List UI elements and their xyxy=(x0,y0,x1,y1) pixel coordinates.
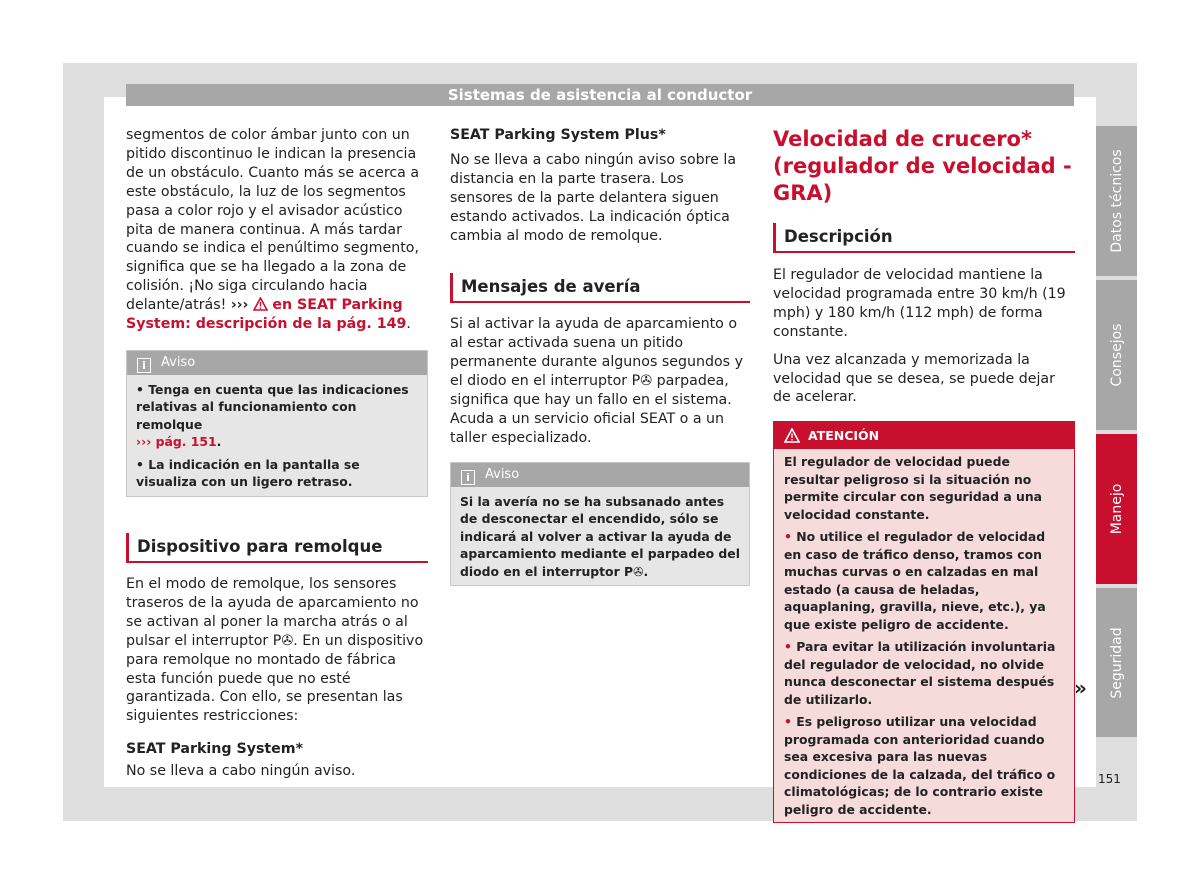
info-icon: i xyxy=(137,358,151,373)
warning-item xyxy=(784,713,1065,818)
column-left xyxy=(126,126,428,781)
warning-title: ATENCIÓN xyxy=(808,428,880,444)
paragraph-intro xyxy=(126,126,428,334)
ref-arrows: ››› xyxy=(230,297,249,314)
tab-datos-tecnicos[interactable] xyxy=(1096,126,1137,276)
page-reference-link[interactable]: ››› pág. 151 xyxy=(136,434,217,450)
warning-body xyxy=(774,449,1074,822)
paragraph-intro-end: . xyxy=(406,316,411,333)
warning-item xyxy=(784,638,1065,708)
cross-reference-link[interactable]: en SEAT Parking System: descripción de la pág. 149 xyxy=(126,297,407,333)
paragraph-parking-system: No se lleva a cabo ningún aviso. xyxy=(126,763,356,780)
chapter-section-title: Velocidad de crucero* (regulador de velocidad - GRA) xyxy=(773,127,1072,205)
chapter-header: Sistemas de asistencia al conductor xyxy=(126,84,1074,106)
tab-label: Consejos xyxy=(1108,323,1125,387)
continue-mark: » xyxy=(1074,676,1087,700)
column-middle xyxy=(450,126,750,586)
tab-label: Seguridad xyxy=(1108,626,1125,699)
note-header xyxy=(127,351,427,375)
bullet-icon: • xyxy=(784,639,792,655)
tab-label: Manejo xyxy=(1108,483,1125,535)
note-header xyxy=(451,463,749,487)
paragraph-description-1: El regulador de velocidad mantiene la velocidad programada entre 30 km/h (19 mph) y 180 km/h (112 mph) de forma constante. xyxy=(773,267,1066,340)
paragraph-intro-text: segmentos de color ámbar junto con un pitido discontinuo le indican la presencia de un obstáculo. Cuanto más se acerca a este obstáculo, la luz de los segmentos pasa a color rojo y el avisador acústico pita de manera continua. A más tardar cuando se indica el penúltimo segmento, significa que se ha llegado a la zona de colisión. ¡No siga circulando hacia delante/atrás! xyxy=(126,127,420,314)
warning-triangle-icon xyxy=(784,428,800,443)
note-box-aviso xyxy=(126,350,428,497)
tab-consejos[interactable] xyxy=(1096,280,1137,430)
tab-label: Datos técnicos xyxy=(1108,149,1125,253)
tab-manejo[interactable] xyxy=(1096,434,1137,584)
note-item-end: . xyxy=(216,434,222,450)
note-body: Si la avería no se ha subsanado antes de desconectar el encendido, sólo se indicará al volver a activar la ayuda de aparcamiento mediante el parpadeo del diodo en el interruptor P✇. xyxy=(460,493,740,579)
note-item-text: • Tenga en cuenta que las indicaciones relativas al funcionamiento con remolque xyxy=(136,381,409,432)
subheading-parking-system-plus: SEAT Parking System Plus* xyxy=(450,127,666,143)
note-title: Aviso xyxy=(161,354,196,370)
tab-seguridad[interactable] xyxy=(1096,588,1137,737)
note-title: Aviso xyxy=(485,466,520,482)
warning-triangle-icon xyxy=(253,297,268,311)
paragraph-averia: Si al activar la ayuda de aparcamiento o al estar activada suena un pitido permanente durante algunos segundos y el diodo en el interruptor P✇ parpadea, significa que hay un fallo en el sistema. Acuda a un servicio oficial SEAT o a un taller especializado. xyxy=(450,316,743,446)
paragraph-parking-system-plus: No se lleva a cabo ningún aviso sobre la distancia en la parte trasera. Los sensores de la parte delantera siguen estando activados. La indicación óptica cambia al modo de remolque. xyxy=(450,151,737,244)
warning-intro: El regulador de velocidad puede resultar peligroso si la situación no permite circular con seguridad a una velocidad constante. xyxy=(784,454,1042,522)
subheading-parking-system: SEAT Parking System* xyxy=(126,741,304,758)
section-heading-remolque: Dispositivo para remolque xyxy=(126,533,428,563)
paragraph-remolque: En el modo de remolque, los sensores traseros de la ayuda de aparcamiento no se activan al poner la marcha atrás o al pulsar el interruptor P✇. En un dispositivo para remolque no montado de fábrica esta función puede que no esté garantizada. Con ello, se presentan las siguientes restricciones: xyxy=(126,575,424,725)
warning-item xyxy=(784,528,1065,633)
warning-item-text: Es peligroso utilizar una velocidad programada con anterioridad cuando sea excesiva para las nuevas condiciones de la calzada, del tráfico o climatológicas; de lo contrario existe peligro de accidente. xyxy=(784,714,1056,817)
warning-header xyxy=(774,422,1074,449)
page-number: 151 xyxy=(1098,772,1121,786)
warning-box xyxy=(773,421,1075,823)
note-item xyxy=(136,381,418,451)
note-item: • La indicación en la pantalla se visualiza con un ligero retraso. xyxy=(136,456,360,490)
warning-item-text: No utilice el regulador de velocidad en caso de tráfico denso, tramos con muchas curvas o en calzadas en mal estado (a causa de heladas, aquaplaning, gravilla, nieve, etc.), ya que existe peligro de accidente. xyxy=(784,529,1046,632)
note-body xyxy=(127,375,427,496)
bullet-icon: • xyxy=(784,714,792,730)
section-heading-descripcion: Descripción xyxy=(773,223,1075,253)
note-box-aviso-2 xyxy=(450,462,750,587)
column-right xyxy=(773,126,1075,823)
info-icon: i xyxy=(461,470,475,485)
bullet-icon: • xyxy=(784,529,792,545)
section-heading-averia: Mensajes de avería xyxy=(450,273,750,303)
warning-item-text: Para evitar la utilización involuntaria del regulador de velocidad, no olvide nunca desconectar el sistema después de utilizarlo. xyxy=(784,639,1056,707)
paragraph-description-2: Una vez alcanzada y memorizada la velocidad que se desea, se puede dejar de acelerar. xyxy=(773,351,1055,406)
